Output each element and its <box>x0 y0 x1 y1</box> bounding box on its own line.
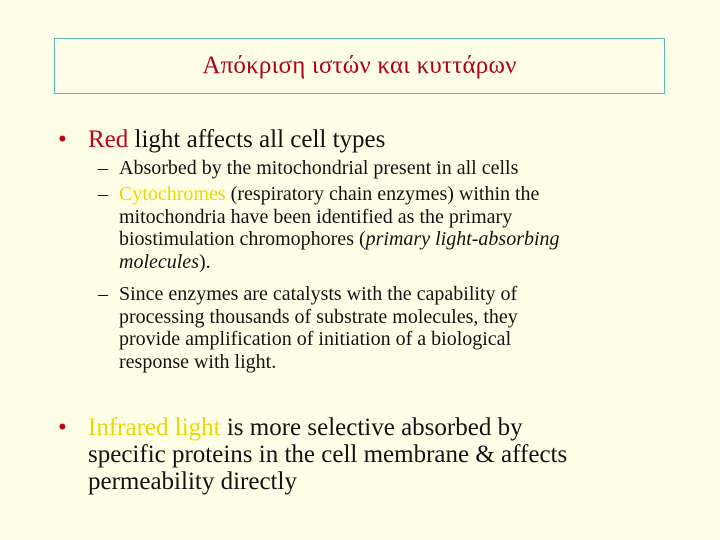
bullet-text <box>88 126 385 154</box>
sub-bullet-marker: – <box>98 183 108 205</box>
sub-bullet-text <box>119 183 560 273</box>
sub-line <box>119 228 560 251</box>
sub-line-text: (respiratory chain enzymes) within the <box>225 183 540 205</box>
sub-line <box>119 251 560 274</box>
sub-line: processing thousands of substrate molecules, they <box>119 305 518 328</box>
bullet-text <box>88 414 567 495</box>
sub-line: mitochondria have been identified as the primary <box>119 205 513 228</box>
sub-line: Since enzymes are catalysts with the capability of <box>119 283 518 305</box>
italic-text: molecules <box>119 250 199 273</box>
sub-line-text: biostimulation chromophores ( <box>119 228 366 250</box>
sub-bullet-text <box>119 283 518 373</box>
bullet-rest: light affects all cell types <box>128 126 386 153</box>
sub-bullet-marker: – <box>98 157 108 179</box>
sub-bullet-text: Absorbed by the mitochondrial present in all cells <box>119 157 519 179</box>
sub-line-text: ). <box>198 250 211 273</box>
highlight-cytochromes: Cytochromes <box>119 183 226 205</box>
sub-line: provide amplification of initiation of a biological <box>119 328 512 350</box>
highlight-infrared: Infrared light <box>88 414 221 441</box>
sub-line: response with light. <box>119 350 277 373</box>
bullet-marker: • <box>58 414 67 441</box>
slide-title: Απόκριση ιστών και κυττάρων <box>202 52 517 79</box>
bullet-line <box>88 414 567 441</box>
italic-text: primary light-absorbing <box>365 228 560 250</box>
bullet-line: specific proteins in the cell membrane & affects <box>88 441 568 468</box>
title-box <box>54 38 665 94</box>
sub-bullet-marker: – <box>98 283 108 305</box>
bullet-line-text: is more selective absorbed by <box>220 414 523 441</box>
sub-line <box>119 183 560 206</box>
highlight-red: Red <box>88 126 129 153</box>
bullet-line: permeability directly <box>88 468 297 495</box>
bullet-marker: • <box>58 126 67 153</box>
